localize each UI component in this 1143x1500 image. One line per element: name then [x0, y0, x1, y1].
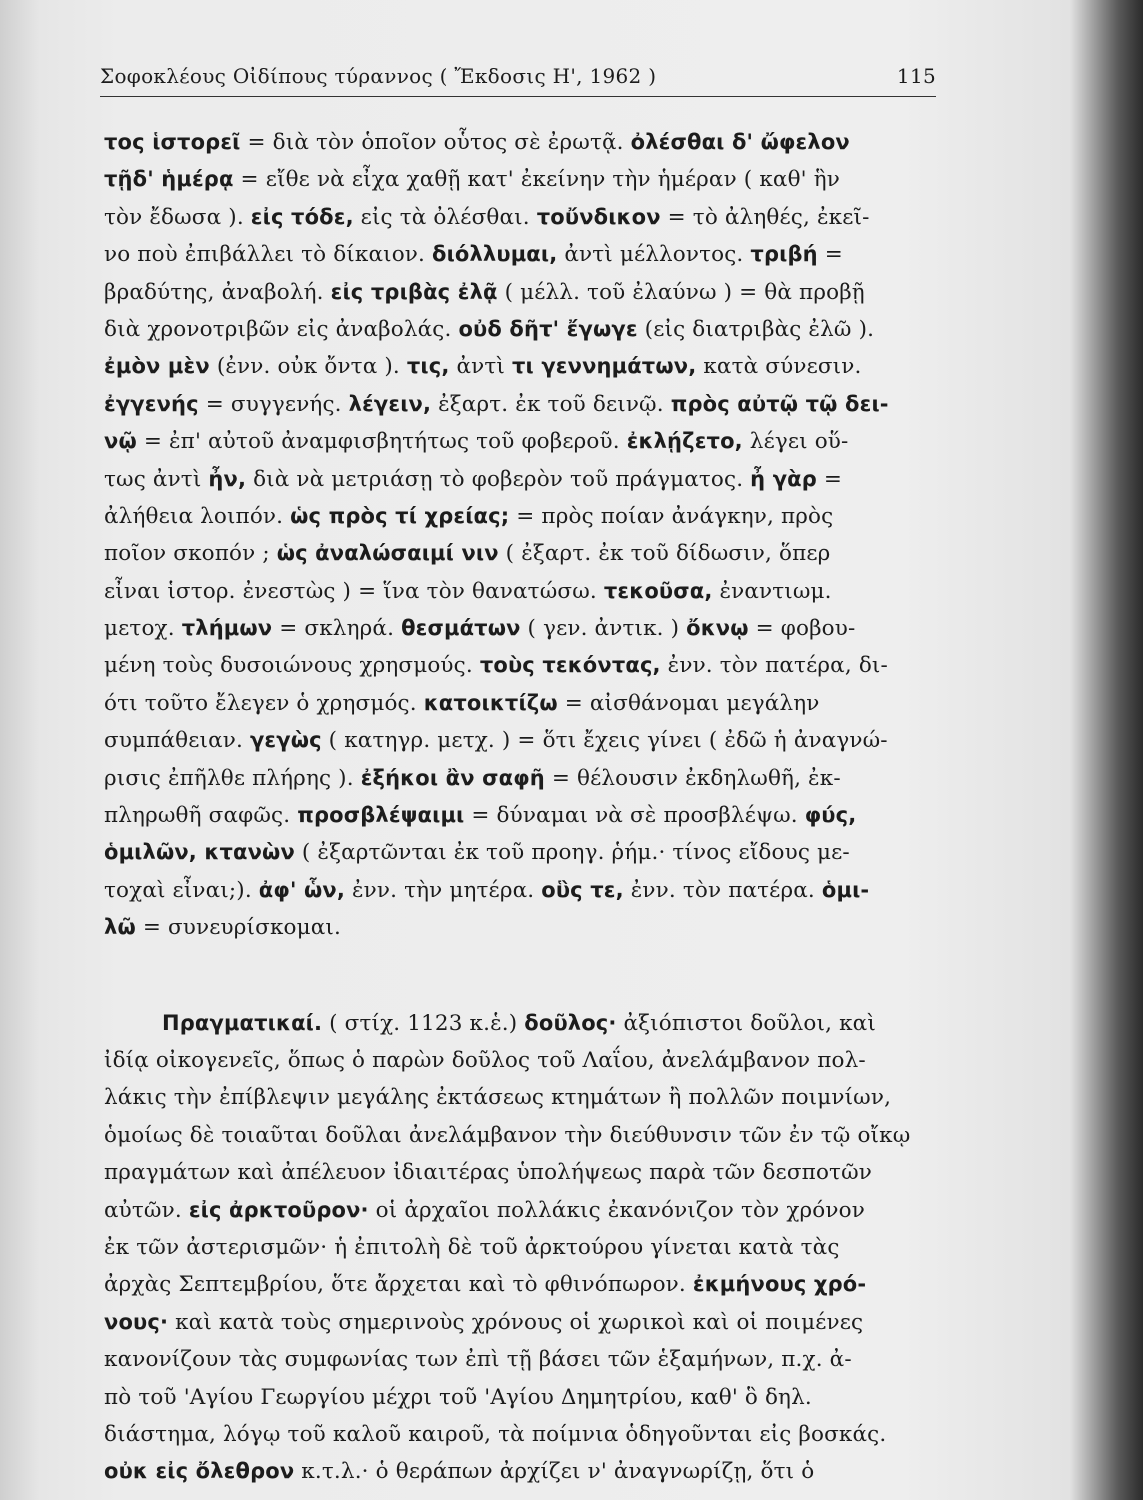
lemma-bold: τοὺς τεκόντας, [479, 653, 661, 678]
lemma-bold: ἐκλῄζετο, [626, 429, 743, 454]
text-line [104, 1379, 954, 1416]
lemma-bold: γεγὼς [249, 728, 322, 753]
text-line [104, 1192, 954, 1229]
lemma-bold: εἰς τόδε, [250, 204, 354, 229]
gloss-text: ρισις ἐπῆλθε πλήρης ). [104, 765, 361, 791]
text-line [104, 498, 954, 535]
lemma-bold: εἰς ἀρκτοῦρον· [188, 1197, 369, 1222]
gloss-text: μένη τοὺς δυσοιώνους χρησμούς. [104, 653, 480, 679]
text-line [104, 461, 954, 498]
gloss-text: κανονίζουν τὰς συμφωνίας των ἐπὶ τῇ βάσει τῶν ἑξαμήνων, π.χ. ἀ- [104, 1347, 852, 1373]
text-line [104, 872, 954, 909]
text-line [104, 1453, 954, 1490]
lemma-bold: οὐδ δῆτ' ἔγωγε [458, 316, 638, 341]
commentary-text [104, 124, 954, 1491]
gloss-text: ἀξιόπιστοι δοῦλοι, καὶ [616, 1010, 876, 1036]
text-line [104, 1079, 954, 1116]
text-line [104, 797, 954, 834]
gloss-text: πληρωθῆ σαφῶς. [104, 803, 298, 829]
text-line [104, 423, 954, 460]
gloss-text: ἀντὶ [449, 354, 512, 380]
gloss-text: ὁμοίως δὲ τοιαῦται δοῦλαι ἀνελάμβανον τὴν διεύθυνσιν τῶν ἐν τῷ οἴκῳ [104, 1122, 911, 1148]
gloss-text: λάκις τὴν ἐπίβλεψιν μεγάλης ἐκτάσεως κτημάτων ἢ πολλῶν ποιμνίων, [104, 1085, 892, 1111]
gloss-text: τως ἀντὶ [104, 466, 209, 492]
lemma-bold: διόλλυμαι, [432, 242, 558, 267]
gloss-text: = θέλουσιν ἐκδηλωθῆ, ἐκ- [544, 765, 841, 791]
gloss-text: = συγγενής. [198, 391, 349, 417]
gloss-text: ἐκ τῶν ἀστερισμῶν· ἡ ἐπιτολὴ δὲ τοῦ ἀρκτούρου γίνεται κατὰ τὰς [104, 1234, 840, 1260]
header-rule [100, 96, 936, 97]
gloss-text: (εἰς διατριβὰς ἐλῶ ). [637, 316, 875, 342]
lemma-bold: τι γεννημάτων, [511, 354, 697, 379]
gloss-text: = πρὸς ποίαν ἀνάγκην, πρὸς [509, 503, 834, 529]
lemma-bold: θεσμάτων [401, 616, 521, 641]
gloss-text: = [816, 466, 843, 492]
gloss-text: = τὸ ἀληθές, ἐκεῖ- [660, 204, 870, 230]
text-line [104, 573, 954, 610]
gloss-text: διάστημα, λόγῳ τοῦ καλοῦ καιροῦ, τὰ ποίμνια ὁδηγοῦνται εἰς βοσκάς. [104, 1421, 887, 1447]
gloss-text: ότι τοῦτο ἔλεγεν ὁ χρησμός. [104, 690, 424, 716]
text-line [104, 535, 954, 572]
gloss-text: εἰς τὰ ὀλέσθαι. [353, 204, 537, 230]
gloss-text: ( στίχ. 1123 κ.ἑ.) [322, 1010, 525, 1036]
lemma-bold: ὀλέσθαι δ' ὤφελον [630, 130, 850, 154]
lemma-bold: ἐξήκοι ἂν σαφῆ [360, 765, 545, 790]
text-line [104, 1005, 954, 1042]
lemma-bold: φύς, [804, 803, 857, 828]
gloss-text: διὰ χρονοτριβῶν εἰς ἀναβολάς. [104, 316, 459, 342]
gloss-text: αὐτῶν. [104, 1197, 189, 1223]
text-line [104, 161, 954, 198]
lemma-bold: ὡς πρὸς τί χρείας; [290, 503, 510, 528]
gloss-text: ( ἐξαρτῶνται ἐκ τοῦ προηγ. ῥήμ.· τίνος εἴδους με- [294, 840, 850, 866]
lemma-bold: τριβή [750, 242, 818, 267]
lemma-bold: ὁμι- [821, 877, 870, 902]
gloss-text: ἀλήθεια λοιπόν. [104, 503, 291, 529]
lemma-bold: ἀφ' ὧν, [258, 877, 345, 902]
pragmatika-paragraph [104, 1005, 954, 1491]
lemma-bold: δοῦλος· [524, 1010, 617, 1035]
gloss-text: ἐναντιωμ. [712, 578, 832, 604]
gloss-text: (ἐνν. οὐκ ὄντα ). [209, 354, 407, 380]
lemma-bold: οὓς τε, [541, 877, 624, 902]
gloss-text: = [817, 242, 843, 268]
text-line [104, 685, 954, 722]
gloss-text: = συνευρίσκομαι. [135, 915, 341, 941]
lemma-bold: τεκοῦσα, [603, 578, 713, 603]
lemma-bold: τοὔνδικον [536, 204, 661, 229]
text-line [104, 236, 954, 273]
text-line [104, 124, 954, 161]
gloss-text: ἐξαρτ. ἐκ τοῦ δεινῷ. [431, 391, 671, 417]
gloss-text: = ἐπ' αὐτοῦ ἀναμφισβητήτως τοῦ φοβεροῦ. [136, 429, 627, 455]
gloss-text: πραγμάτων καὶ ἀπέλευον ἰδιαιτέρας ὑπολήψεως παρὰ τῶν δεσποτῶν [104, 1160, 872, 1186]
text-line [104, 1416, 954, 1453]
lemma-bold: κατοικτίζω [423, 690, 558, 715]
gloss-text: τοχαὶ εἶναι;). [104, 877, 259, 903]
gloss-text: κατὰ σύνεσιν. [696, 354, 862, 380]
gloss-text: ( γεν. ἀντικ. ) [520, 616, 687, 642]
lemma-bold: ὁμιλῶν, κτανὼν [104, 840, 295, 865]
running-header [100, 64, 936, 88]
lemma-bold: τῇδ' ἡμέρᾳ [104, 167, 234, 192]
lemma-bold: λέγειν, [348, 391, 432, 416]
gloss-text: κ.τ.λ.· ὁ θεράπων ἀρχίζει ν' ἀναγνωρίζῃ, ὅτι ὁ [294, 1459, 815, 1485]
gloss-text: μετοχ. [104, 616, 182, 642]
text-line [104, 1117, 954, 1154]
gloss-text: εἶναι ἱστορ. ἐνεστὼς ) = ἵνα τὸν θανατώσω. [104, 578, 604, 604]
gloss-text: βραδύτης, ἀναβολή. [104, 279, 331, 305]
text-line [104, 834, 954, 871]
lemma-bold: ὄκνῳ [686, 616, 749, 641]
gloss-text: = διὰ τὸν ὁποῖον οὗτος σὲ ἐρωτᾷ. [240, 130, 631, 155]
lemma-bold: ἦν, [208, 466, 247, 491]
text-line [104, 1154, 954, 1191]
gloss-text: = φοβου- [748, 616, 856, 642]
gloss-text: ἰδίᾳ οἰκογενεῖς, ὅπως ὁ παρὼν δοῦλος τοῦ Λαΐου, ἀνελάμβανον πολ- [104, 1047, 866, 1073]
lemma-bold: τις, [406, 354, 450, 379]
lemma-bold: τος ἱστορεῖ [104, 130, 241, 154]
text-line [104, 1304, 954, 1341]
text-line [104, 199, 954, 236]
page-number: 115 [896, 64, 936, 88]
gloss-text: = αἰσθάνομαι μεγάλην [557, 690, 820, 716]
lemma-bold: πρὸς αὐτῷ τῷ δει- [670, 391, 889, 416]
gloss-text: καὶ κατὰ τοὺς σημερινοὺς χρόνους οἱ χωρικοὶ καὶ οἱ ποιμένες [168, 1309, 864, 1335]
header-title: Σοφοκλέους Οἰδίπους τύραννος ( Ἔκδοσις Η', 1962 ) [100, 64, 657, 88]
lemma-bold: νους· [104, 1309, 169, 1334]
text-line [104, 386, 954, 423]
lemma-bold: νῷ [104, 429, 137, 454]
lemma-bold: ἐγγενής [104, 391, 199, 416]
text-line [104, 1341, 954, 1378]
gloss-text: νο ποὺ ἐπιβάλλει τὸ δίκαιον. [104, 242, 432, 268]
gloss-text: ἐνν. τὴν μητέρα. [344, 877, 542, 903]
gloss-text: λέγει οὕ- [742, 429, 849, 455]
lemma-bold: προσβλέψαιμι [297, 803, 465, 828]
gloss-text: = σκληρά. [272, 616, 402, 642]
notes-paragraph [104, 124, 954, 947]
text-line [104, 1229, 954, 1266]
gloss-text: ἐνν. τὸν πατέρα, δι- [660, 653, 888, 679]
lemma-bold: λῶ [104, 915, 136, 940]
text-line [104, 274, 954, 311]
gloss-text: συμπάθειαν. [104, 728, 250, 754]
text-line [104, 610, 954, 647]
gloss-text: ἐνν. τὸν πατέρα. [623, 877, 822, 903]
gloss-text: ( μέλλ. τοῦ ἐλαύνω ) = θὰ προβῇ [497, 279, 865, 305]
text-line [104, 311, 954, 348]
lemma-bold: ἐμὸν μὲν [104, 354, 210, 379]
lemma-bold: Πραγματικαί. [162, 1010, 323, 1035]
gloss-text: ( ἐξαρτ. ἐκ τοῦ δίδωσιν, ὅπερ [498, 541, 831, 567]
text-line [104, 1266, 954, 1303]
paragraph-gap [104, 947, 954, 1005]
gloss-text: ἀντὶ μέλλοντος. [557, 242, 751, 268]
gloss-text: τὸν ἔδωσα ). [104, 204, 251, 230]
lemma-bold: εἰς τριβὰς ἐλᾷ [330, 279, 498, 304]
text-line [104, 760, 954, 797]
gloss-text: = εἴθε νὰ εἶχα χαθῇ κατ' ἐκείνην τὴν ἡμέραν ( καθ' ἣν [233, 167, 840, 193]
text-line [104, 722, 954, 759]
gloss-text: διὰ νὰ μετριάσῃ τὸ φοβερὸν τοῦ πράγματος. [246, 466, 751, 492]
lemma-bold: τλήμων [181, 616, 273, 641]
lemma-bold: ἐκμήνους χρό- [692, 1272, 867, 1297]
gloss-text: πὸ τοῦ 'Αγίου Γεωργίου μέχρι τοῦ 'Αγίου Δημητρίου, καθ' ὃ δηλ. [104, 1384, 812, 1410]
gloss-text: ἀρχὰς Σεπτεμβρίου, ὅτε ἄρχεται καὶ τὸ φθινόπωρον. [104, 1272, 693, 1298]
lemma-bold: ὡς ἀναλώσαιμί νιν [276, 541, 499, 566]
text-line [104, 909, 954, 946]
gloss-text: οἱ ἀρχαῖοι πολλάκις ἐκανόνιζον τὸν χρόνον [368, 1197, 865, 1223]
gloss-text: ( κατηγρ. μετχ. ) = ὅτι ἔχεις γίνει ( ἐδῶ ἡ ἀναγνώ- [321, 728, 888, 754]
gloss-text: ποῖον σκοπόν ; [104, 541, 277, 567]
lemma-bold: οὐκ εἰς ὄλεθρον [104, 1459, 295, 1484]
text-line [104, 1042, 954, 1079]
gloss-text: = δύναμαι νὰ σὲ προσβλέψω. [464, 803, 805, 829]
text-line [104, 647, 954, 684]
text-line [104, 348, 954, 385]
lemma-bold: ἦ γὰρ [750, 466, 817, 491]
